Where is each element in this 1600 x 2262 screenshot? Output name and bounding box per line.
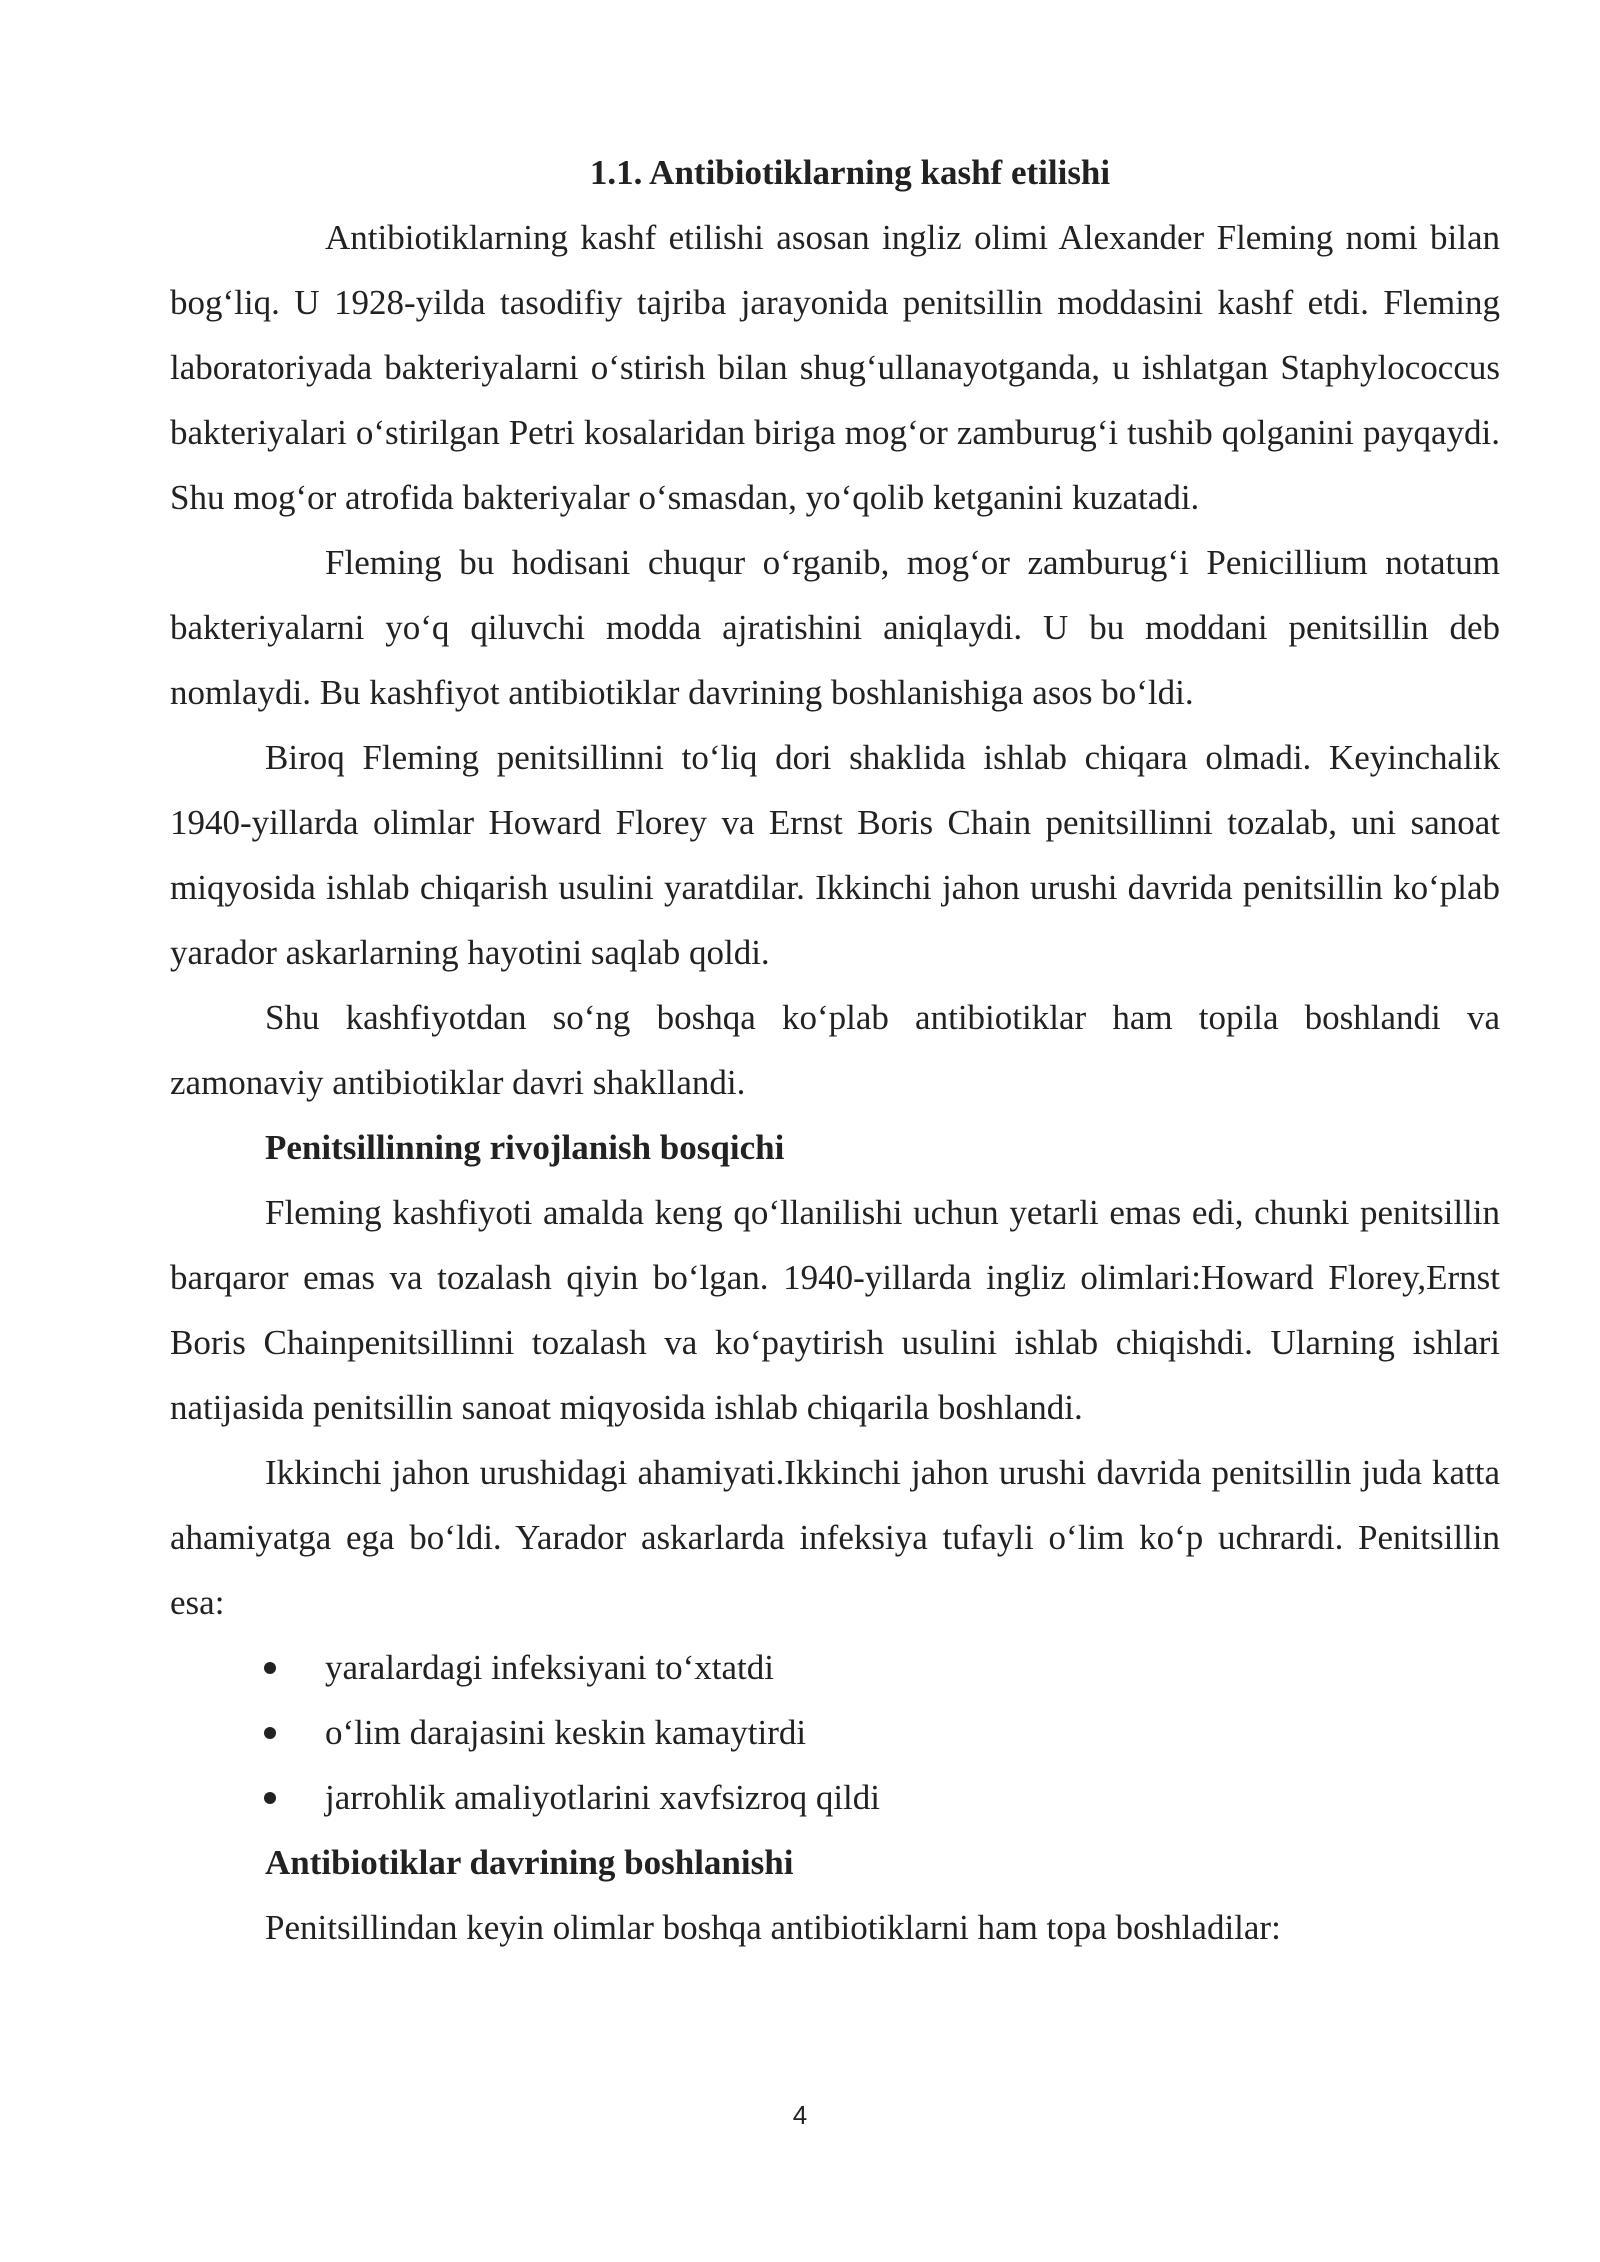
bullet-text: yaralardagi infeksiyani to‘xtatdi [325, 1648, 775, 1687]
bullet-text: o‘lim darajasini keskin kamaytirdi [325, 1713, 807, 1752]
paragraph-discovery: Antibiotiklarning kashf etilishi asosan ingliz olimi Alexander Fleming nomi bilan bog‘liq. U 1928-yilda tasodifiy tajriba jarayonida penitsillin moddasini kashf etdi. Fleming laboratoriyada bakteriyalarni o‘stirish bilan shug‘ullanayotganda, u ishlatgan Staphylococcus bakteriyalari o‘stirilgan Petri kosalaridan biriga mog‘or zamburug‘i tushib qolganini payqaydi. Shu mog‘or atrofida bakteriyalar o‘smasdan, yo‘qolib ketganini kuzatadi. [170, 218, 1500, 517]
bullet-dot-icon [264, 1727, 276, 1739]
bullet-item [170, 1765, 1500, 1830]
bullet-dot-icon [264, 1792, 276, 1804]
paragraph-other-antibiotics: Penitsillindan keyin olimlar boshqa antibiotiklarni ham topa boshladilar: [265, 1908, 1281, 1947]
bullet-dot-icon [264, 1662, 276, 1674]
bullet-item [170, 1700, 1500, 1765]
bullet-list [170, 1635, 1500, 1830]
bullet-item [170, 1635, 1500, 1700]
subheading-development: Penitsillinning rivojlanish bosqichi [265, 1128, 785, 1167]
bullet-text: jarrohlik amaliyotlarini xavfsizroq qildi [325, 1778, 880, 1817]
document-page [170, 140, 1500, 1960]
paragraph-modern-era: Shu kashfiyotdan so‘ng boshqa ko‘plab antibiotiklar ham topila boshlandi va zamonaviy antibiotiklar davri shakllandi. [170, 998, 1500, 1102]
subheading-antibiotic-era: Antibiotiklar davrining boshlanishi [265, 1843, 794, 1882]
section-title: 1.1. Antibiotiklarning kashf etilishi [589, 153, 1111, 192]
paragraph-florey-chain: Biroq Fleming penitsillinni to‘liq dori shaklida ishlab chiqara olmadi. Keyinchalik 1940-yillarda olimlar Howard Florey va Ernst Boris Chain penitsillinni tozalab, uni sanoat miqyosida ishlab chiqarish usulini yaratdilar. Ikkinchi jahon urushi davrida penitsillin ko‘plab yarador askarlarning hayotini saqlab qoldi. [170, 738, 1500, 972]
paragraph-penicillium: Fleming bu hodisani chuqur o‘rganib, mog‘or zamburug‘i Penicillium notatum bakteriyalarni yo‘q qiluvchi modda ajratishini aniqlaydi. U bu moddani penitsillin deb nomlaydi. Bu kashfiyot antibiotiklar davrining boshlanishiga asos bo‘ldi. [170, 543, 1500, 712]
page-number: 4 [792, 2100, 808, 2130]
paragraph-war-importance: Ikkinchi jahon urushidagi ahamiyati.Ikkinchi jahon urushi davrida penitsillin juda katta ahamiyatga ega bo‘ldi. Yarador askarlarda infeksiya tufayli o‘lim ko‘p uchrardi. Penitsillin esa: [170, 1453, 1500, 1622]
paragraph-development: Fleming kashfiyoti amalda keng qo‘llanilishi uchun yetarli emas edi, chunki penitsillin barqaror emas va tozalash qiyin bo‘lgan. 1940-yillarda ingliz olimlari:Howard Florey,Ernst Boris Chainpenitsillinni tozalash va ko‘paytirish usulini ishlab chiqishdi. Ularning ishlari natijasida penitsillin sanoat miqyosida ishlab chiqarila boshlandi. [170, 1193, 1500, 1427]
